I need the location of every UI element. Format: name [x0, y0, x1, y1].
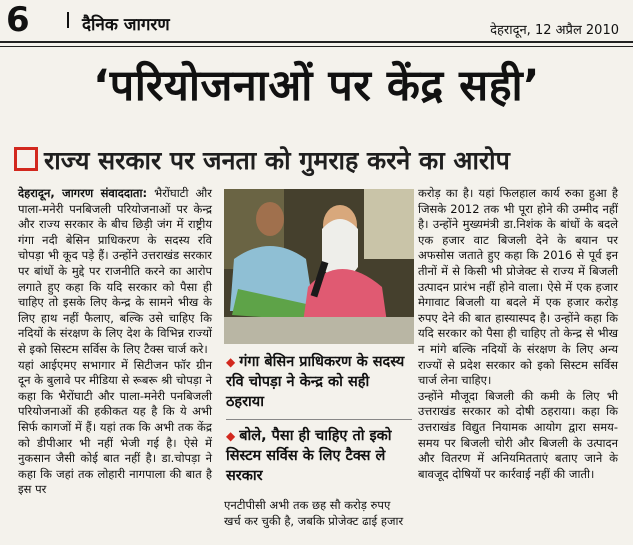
photo-caption-2: [226, 426, 412, 486]
photo-caption-1: [226, 352, 412, 412]
caption-divider: [226, 419, 412, 420]
caption-text: बोले, पैसा ही चाहिए तो इको सिस्टम सर्विस के लिए टैक्स ले सरकार: [226, 428, 392, 484]
masthead-rule: [0, 41, 633, 43]
headline: ‘परियोजनाओं पर केंद्र सही’: [92, 61, 541, 111]
masthead-rule-thin: [0, 46, 633, 47]
byline: देहरादून, जागरण संवाददाता:: [18, 186, 148, 200]
dateline: देहरादून, 12 अप्रैल 2010: [490, 23, 619, 38]
masthead-divider: [67, 12, 69, 28]
page-number: 6: [6, 0, 30, 40]
paragraph: यहां आईएमए सभागार में सिटीजन फॉर ग्रीन दून के बुलावे पर मीडिया से रूबरू श्री चोपड़ा ने कहा कि भैरोंघाटी और पाला-मनेरी पनबिजली परियोजनाओं की हकीकत यह है कि ये अभी सिर्फ कागजों में हैं। यहां तक कि अभी तक केंद्र को डीपीआर भी नहीं भेजी गई है। ऐसे में नुकसान जैसी कोई बात नहीं है। डा.चोपड़ा ने कहा कि जहां तक लोहारी नागपाला की बात है इस पर: [18, 357, 212, 497]
bullet-square-icon: [14, 147, 38, 171]
caption-text: गंगा बेसिन प्राधिकरण के सदस्य रवि चोपड़ा ने केन्द्र को सही ठहराया: [226, 354, 405, 410]
subheadline-text: राज्य सरकार पर जनता को गुमराह करने का आरोप: [44, 146, 510, 175]
caption-bullet-icon: ◆: [226, 429, 236, 443]
article-column-1: [18, 186, 212, 498]
paragraph: एनटीपीसी अभी तक छह सौ करोड़ रुपए खर्च कर चुकी है, जबकि प्रोजेक्ट ढाई हजार: [224, 498, 404, 528]
news-photo: [224, 189, 414, 344]
paragraph-text: भैरोंघाटी और पाला-मनेरी पनबिजली परियोजनाओं पर केन्द्र और राज्य सरकार के बीच छिड़ी जंग में राष्ट्रीय गंगा नदी बेसिन प्राधिकरण के सदस्य रवि चोपड़ा भी कूद पड़े हैं। उन्होंने उत्तराखंड सरकार पर बांधों के मुद्दे पर राजनीति करने का आरोप लगाते हुए कहा कि यदि सरकार को पैसा ही चाहिए तो इसके लिए केन्द्र के सामने भीख के लिए हाथ नहीं फैलाए, बल्कि उसे चाहिए कि नदियों के संरक्षण के लिए देश के विभिन्न राज्यों से इको सिस्टम सर्विस के लिए टैक्स चार्ज करे।: [18, 186, 212, 356]
masthead: [0, 0, 633, 40]
caption-bullet-icon: ◆: [226, 355, 236, 369]
subheadline: [14, 143, 510, 177]
paragraph: उन्होंने मौजूदा बिजली की कमी के लिए भी उत्तराखंड सरकार को दोषी ठहराया। कहा कि उत्तराखंड विद्युत नियामक आयोग द्वारा समय-समय पर बिजली चोरी और बिजली के उत्पादन और वितरण में अनियमितताएं बताए जाने के बावजूद दोषियों पर कार्रवाई नहीं की जाती।: [418, 388, 618, 481]
paragraph: [18, 186, 212, 358]
photo-illustration: [224, 189, 414, 344]
newspaper-name: दैनिक जागरण: [82, 15, 170, 35]
paragraph: करोड़ का है। यहां फिलहाल कार्य रुका हुआ है जिसके 2012 तक भी पूरा होने की उम्मीद नहीं है। उन्होंने मुख्यमंत्री डा.निशंक के बांधों के बदले एक हजार वाट बिजली देने के बयान पर अफसोस जताते हुए कहा कि 2016 से पूर्व इन तीनों में से किसी भी प्रोजेक्ट से राज्य में बिजली उत्पादन प्रारंभ नहीं होने वाला। ऐसे में एक हजार मेगावाट बिजली या बदले में एक हजार करोड़ रुपए देने की बात हास्यास्पद है। उन्होंने कहा कि यदि सरकार को पैसा ही चाहिए तो केन्द्र से भीख न मांगे बल्कि नदियों के संरक्षण के लिए अन्य राज्यों से प्रदेश सरकार को इको सिस्टम सर्विस चार्ज लेना चाहिए।: [418, 186, 618, 388]
article-column-3: [418, 186, 618, 482]
article-column-2-bottom: [224, 498, 410, 529]
